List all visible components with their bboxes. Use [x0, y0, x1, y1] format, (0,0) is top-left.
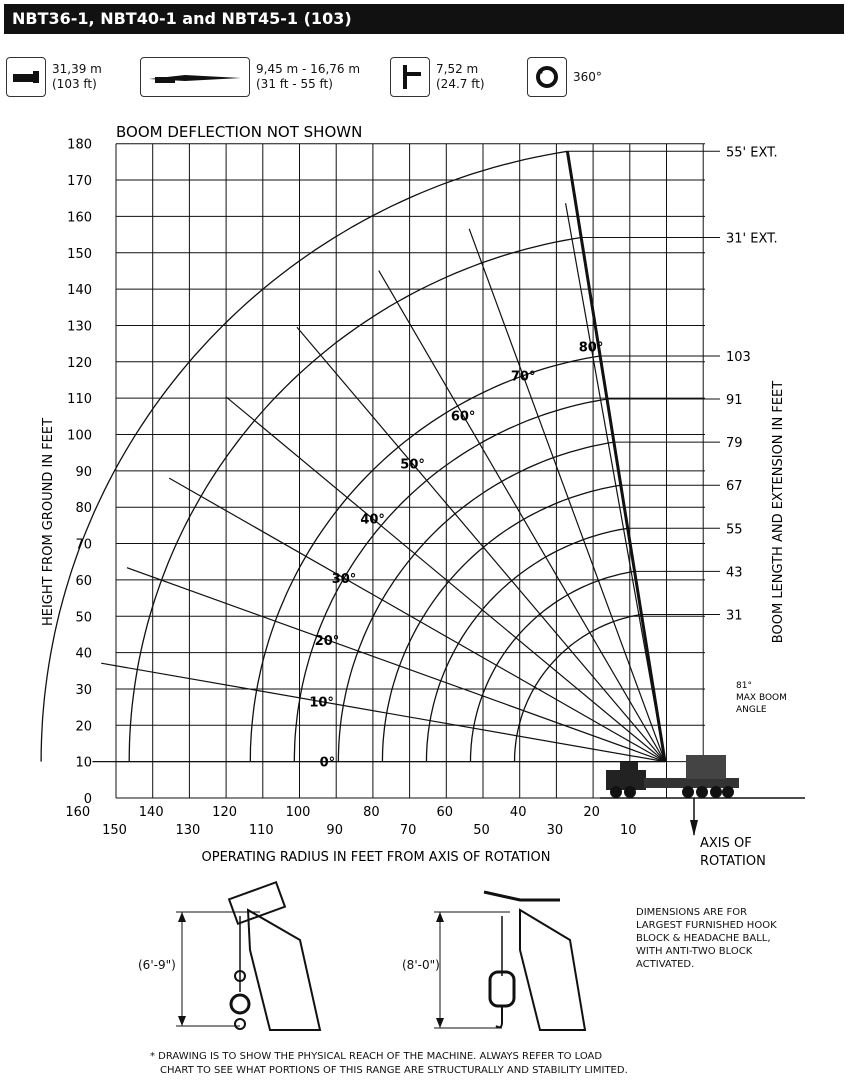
max-boom-angle-deg: 81°	[736, 681, 752, 691]
angle-label: 20°	[314, 633, 340, 649]
angle-label: 70°	[510, 369, 536, 385]
x-tick: 130	[175, 823, 201, 838]
x-tick: 110	[248, 823, 274, 838]
x-tick: 30	[546, 823, 564, 838]
axis-of-rotation-arrow	[690, 820, 698, 836]
boom-length-label: 91	[726, 393, 743, 409]
y-tick: 90	[75, 464, 92, 480]
y-tick: 180	[67, 137, 92, 153]
x-tick: 150	[102, 823, 127, 838]
y-tick: 110	[67, 392, 92, 408]
angle-label: 30°	[331, 572, 357, 588]
angle-ray	[297, 327, 665, 761]
boom-arc	[129, 238, 581, 762]
x-tick: 70	[399, 823, 417, 838]
boom-length-label: 31	[726, 608, 743, 624]
footnote	[150, 1050, 710, 1078]
dimension-right: (8'-0")	[402, 958, 440, 972]
x-tick: 160	[65, 805, 91, 820]
boom-length-labels	[567, 145, 777, 623]
x-tick: 80	[363, 805, 380, 820]
y-tick: 160	[67, 210, 92, 226]
boom-length-label: 55' EXT.	[726, 145, 778, 161]
boom-deflection-note: BOOM DEFLECTION NOT SHOWN	[116, 123, 363, 141]
right-axis-label: BOOM LENGTH AND EXTENSION IN FEET	[771, 380, 786, 644]
boom-length-label: 103	[726, 349, 751, 365]
angle-labels	[309, 340, 603, 770]
x-tick: 50	[473, 823, 490, 838]
angle-label: 50°	[400, 457, 425, 473]
dimension-left: (6'-9")	[138, 958, 176, 972]
page-title: NBT36-1, NBT40-1 and NBT45-1 (103)	[4, 4, 844, 34]
y-tick: 30	[75, 682, 92, 698]
y-tick: 100	[67, 428, 92, 444]
angle-label: 40°	[360, 512, 385, 528]
axis-of-rotation-label: AXIS OF	[700, 836, 752, 851]
outrigger-span-ft: (24.7 ft)	[436, 77, 485, 91]
y-tick: 50	[75, 610, 92, 626]
max-boom-angle-label-2: ANGLE	[736, 705, 767, 715]
y-tick: 150	[67, 246, 92, 262]
x-tick: 10	[620, 823, 637, 838]
angle-ray	[379, 271, 665, 762]
boom-length-ft: (103 ft)	[52, 77, 97, 91]
jib-length-ft: (31 ft - 55 ft)	[256, 77, 333, 91]
y-tick: 0	[83, 792, 92, 807]
angle-label: 80°	[578, 340, 604, 356]
x-tick: 60	[436, 805, 454, 820]
angle-ray	[169, 478, 665, 762]
angle-label: 0°	[319, 755, 336, 771]
angle-ray	[469, 229, 665, 762]
rotation-value: 360°	[573, 69, 602, 84]
y-tick: 40	[75, 646, 92, 662]
axis-of-rotation-label-2: ROTATION	[700, 854, 766, 869]
dimensions-note: DIMENSIONS ARE FOR LARGEST FURNISHED HOOK BLOCK & HEADACHE BALL, WITH ANTI-TWO BLOCK ACTIVATED.	[636, 907, 777, 970]
y-tick: 20	[75, 719, 92, 735]
hook-block-detail-left	[176, 882, 320, 1030]
y-tick: 170	[67, 174, 92, 190]
x-tick-labels	[65, 805, 636, 838]
boom-at-max-angle	[567, 151, 665, 761]
x-tick: 120	[212, 805, 238, 820]
y-tick: 60	[75, 573, 92, 589]
x-tick: 40	[509, 805, 527, 820]
angle-ray	[127, 568, 665, 762]
boom-length-label: 79	[726, 436, 743, 452]
x-tick: 20	[583, 805, 600, 820]
y-axis-label: HEIGHT FROM GROUND IN FEET	[41, 417, 56, 627]
x-tick: 140	[138, 805, 164, 820]
footnote-line-2: CHART TO SEE WHAT PORTIONS OF THIS RANGE ARE STRUCTURALLY AND STABILITY LIMITED.	[160, 1065, 628, 1076]
boom-length-label: 43	[726, 565, 743, 581]
angle-label: 10°	[309, 695, 334, 711]
y-tick: 130	[67, 319, 92, 335]
y-tick: 70	[75, 537, 92, 553]
y-tick-labels	[67, 138, 92, 807]
angle-label: 60°	[450, 409, 476, 425]
y-tick: 140	[67, 283, 92, 299]
jib-length-m: 9,45 m - 16,76 m	[256, 62, 361, 76]
y-tick: 120	[67, 355, 92, 371]
max-boom-angle-label: MAX BOOM	[736, 693, 787, 703]
y-tick: 80	[75, 501, 92, 517]
boom-angle-rays	[92, 151, 665, 761]
x-axis-label: OPERATING RADIUS IN FEET FROM AXIS OF ROTATION	[201, 850, 551, 865]
boom-length-arcs	[41, 151, 641, 761]
boom-length-label: 55	[726, 522, 743, 538]
outrigger-span-m: 7,52 m	[436, 62, 479, 76]
footnote-line-1: * DRAWING IS TO SHOW THE PHYSICAL REACH OF THE MACHINE. ALWAYS REFER TO LOAD	[150, 1051, 603, 1062]
boom-length-label: 67	[726, 479, 743, 495]
boom-arc	[41, 151, 567, 761]
y-tick: 10	[75, 755, 92, 771]
boom-length-m: 31,39 m	[52, 62, 102, 76]
hook-block-detail-right	[434, 892, 585, 1030]
x-tick: 90	[326, 823, 343, 838]
x-tick: 100	[285, 805, 311, 820]
boom-arc	[250, 356, 600, 762]
boom-length-label: 31' EXT.	[726, 231, 778, 247]
